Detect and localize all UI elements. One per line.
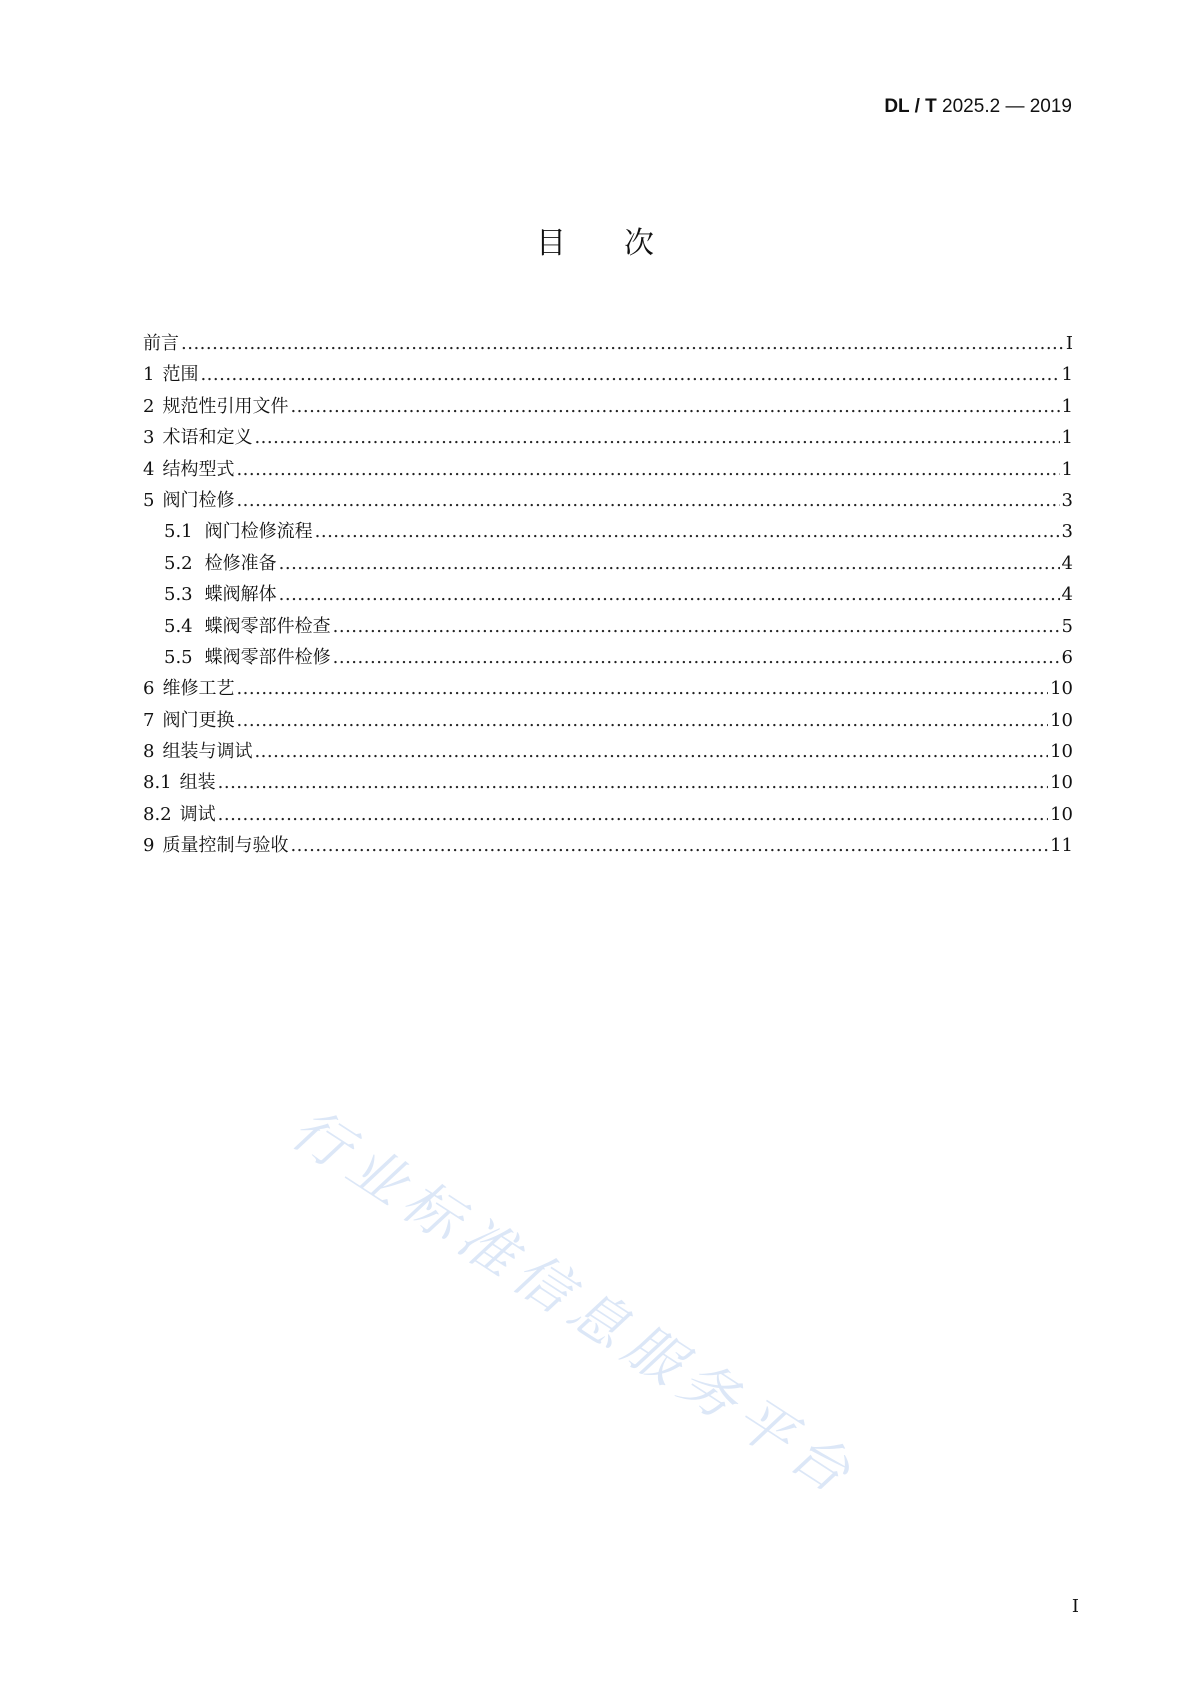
toc-entry[interactable] bbox=[143, 799, 1073, 830]
toc-entry-label: 阀门更换 bbox=[162, 709, 235, 731]
toc-entry-page: 1 bbox=[1061, 395, 1073, 417]
toc-entry-page: 10 bbox=[1050, 678, 1073, 700]
toc-entry-label: 维修工艺 bbox=[162, 678, 235, 700]
toc-entry-number: 6 bbox=[143, 678, 155, 700]
toc-entry[interactable] bbox=[143, 736, 1073, 767]
toc-dot-leader bbox=[333, 611, 1060, 642]
toc-entry[interactable] bbox=[143, 328, 1073, 359]
standard-number: 2025.2 — 2019 bbox=[942, 96, 1072, 117]
toc-entry-label: 质量控制与验收 bbox=[162, 835, 289, 857]
toc-entry-page: 1 bbox=[1061, 427, 1073, 449]
toc-entry-label: 规范性引用文件 bbox=[162, 395, 289, 417]
toc-entry-page: 3 bbox=[1061, 489, 1073, 511]
toc-dot-leader bbox=[218, 767, 1048, 798]
toc-entry-page: 10 bbox=[1050, 709, 1073, 731]
toc-entry-page: 11 bbox=[1050, 835, 1073, 857]
toc-entry-number: 1 bbox=[143, 364, 155, 386]
toc-entry-number: 2 bbox=[143, 395, 155, 417]
page-title: 目次 bbox=[536, 226, 712, 261]
toc-entry-number: 5.1 bbox=[164, 521, 193, 543]
toc-dot-leader bbox=[181, 328, 1064, 359]
toc-entry-page: 6 bbox=[1061, 646, 1073, 668]
toc-dot-leader bbox=[236, 485, 1059, 516]
toc-entry-label: 阀门检修流程 bbox=[204, 521, 313, 543]
toc-entry-label: 结构型式 bbox=[162, 458, 235, 480]
toc-entry-number: 3 bbox=[143, 427, 155, 449]
toc-entry-number: 5.3 bbox=[164, 584, 193, 606]
toc-entry-number: 5.4 bbox=[164, 615, 193, 637]
toc-dot-leader bbox=[290, 830, 1048, 861]
page-number: I bbox=[1071, 1596, 1079, 1617]
toc-entry-number: 4 bbox=[143, 458, 155, 480]
toc-entry[interactable] bbox=[143, 830, 1073, 861]
toc-dot-leader bbox=[254, 422, 1059, 453]
toc-entry-number: 5 bbox=[143, 489, 155, 511]
toc-entry[interactable] bbox=[143, 673, 1073, 704]
toc-entry[interactable] bbox=[143, 359, 1073, 390]
toc-entry[interactable] bbox=[143, 485, 1073, 516]
toc-entry-page: 4 bbox=[1061, 584, 1073, 606]
toc-entry-page: 3 bbox=[1061, 521, 1073, 543]
standard-prefix: DL / T bbox=[884, 96, 937, 117]
toc-entry-number: 8 bbox=[143, 741, 155, 763]
toc-dot-leader bbox=[218, 799, 1048, 830]
toc-dot-leader bbox=[279, 579, 1060, 610]
toc-entry[interactable] bbox=[143, 422, 1073, 453]
toc-dot-leader bbox=[279, 548, 1060, 579]
toc-entry-label: 范围 bbox=[162, 364, 199, 386]
toc-entry-number: 7 bbox=[143, 709, 155, 731]
toc-entry-label: 检修准备 bbox=[204, 552, 277, 574]
toc-dot-leader bbox=[236, 454, 1059, 485]
table-of-contents bbox=[143, 328, 1073, 862]
toc-dot-leader bbox=[236, 673, 1048, 704]
toc-entry-label: 蝶阀零部件检查 bbox=[204, 615, 331, 637]
toc-entry-label: 前言 bbox=[143, 333, 179, 354]
toc-entry-label: 阀门检修 bbox=[162, 489, 235, 511]
toc-entry-page: 5 bbox=[1061, 615, 1073, 637]
toc-dot-leader bbox=[315, 516, 1060, 547]
toc-entry-page: I bbox=[1065, 333, 1073, 354]
toc-dot-leader bbox=[236, 705, 1048, 736]
toc-entry-page: 1 bbox=[1061, 364, 1073, 386]
toc-dot-leader bbox=[200, 359, 1059, 390]
toc-entry-label: 调试 bbox=[179, 803, 216, 825]
toc-entry-label: 蝶阀零部件检修 bbox=[204, 646, 331, 668]
toc-entry-page: 1 bbox=[1061, 458, 1073, 480]
toc-entry[interactable] bbox=[143, 705, 1073, 736]
toc-entry-label: 组装与调试 bbox=[162, 741, 253, 763]
toc-entry[interactable] bbox=[143, 611, 1073, 642]
toc-entry[interactable] bbox=[143, 767, 1073, 798]
toc-entry[interactable] bbox=[143, 454, 1073, 485]
toc-entry[interactable] bbox=[143, 579, 1073, 610]
standard-code bbox=[884, 96, 1072, 118]
toc-entry-number: 5.5 bbox=[164, 646, 193, 668]
toc-entry-page: 10 bbox=[1050, 803, 1073, 825]
toc-dot-leader bbox=[254, 736, 1048, 767]
watermark: 行业标准信息服务平台 bbox=[279, 1096, 869, 1511]
toc-entry-label: 蝶阀解体 bbox=[204, 584, 277, 606]
toc-entry-label: 术语和定义 bbox=[162, 427, 253, 449]
toc-entry-page: 10 bbox=[1050, 741, 1073, 763]
toc-entry-number: 5.2 bbox=[164, 552, 193, 574]
toc-entry[interactable] bbox=[143, 516, 1073, 547]
toc-entry-number: 8.1 bbox=[143, 772, 172, 794]
toc-entry-label: 组装 bbox=[179, 772, 216, 794]
toc-entry[interactable] bbox=[143, 391, 1073, 422]
toc-entry-page: 4 bbox=[1061, 552, 1073, 574]
toc-entry[interactable] bbox=[143, 642, 1073, 673]
toc-entry-page: 10 bbox=[1050, 772, 1073, 794]
toc-entry-number: 8.2 bbox=[143, 803, 172, 825]
toc-entry[interactable] bbox=[143, 548, 1073, 579]
toc-entry-number: 9 bbox=[143, 835, 155, 857]
toc-dot-leader bbox=[333, 642, 1060, 673]
toc-dot-leader bbox=[290, 391, 1059, 422]
